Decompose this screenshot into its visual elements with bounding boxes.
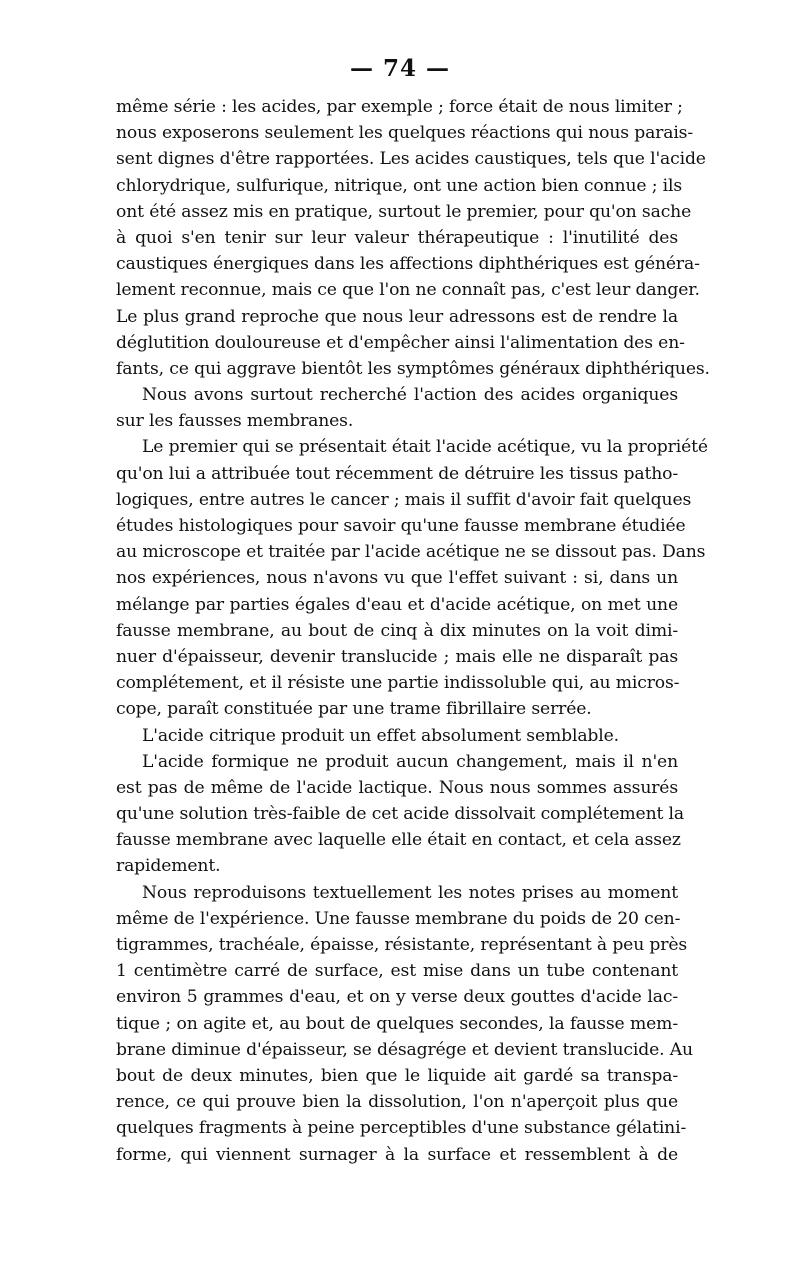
text-line: études histologiques pour savoir qu'une fausse membrane étudiée xyxy=(116,516,686,536)
text-line: fants, ce qui aggrave bientôt les symptômes généraux diphthériques. xyxy=(116,358,710,379)
text-line: complétement, et il résiste une partie indissoluble qui, au micros- xyxy=(116,673,680,694)
text-line: qu'on lui a attribuée tout récemment de détruire les tissus patho- xyxy=(116,463,678,484)
text-line: à quoi s'en tenir sur leur valeur thérapeutique : l'inutilité des xyxy=(116,227,678,248)
text-line: Le premier qui se présentait était l'acide acétique, vu la propriété xyxy=(142,437,708,458)
text-line: déglutition douloureuse et d'empêcher ainsi l'alimentation des en- xyxy=(116,332,685,353)
text-line: même de l'expérience. Une fausse membrane du poids de 20 cen- xyxy=(116,908,681,929)
text-line: est pas de même de l'acide lactique. Nous nous sommes assurés xyxy=(116,777,678,798)
text-line: L'acide citrique produit un effet absolument semblable. xyxy=(142,725,619,746)
text-line: même série : les acides, par exemple ; force était de nous limiter ; xyxy=(116,97,683,117)
text-line: qu'une solution très-faible de cet acide dissolvait complétement la xyxy=(116,804,684,825)
text-line: tique ; on agite et, au bout de quelques secondes, la fausse mem- xyxy=(116,1013,678,1034)
text-line: mélange par parties égales d'eau et d'acide acétique, on met une xyxy=(116,594,678,615)
text-line: logiques, entre autres le cancer ; mais il suffit d'avoir fait quelques xyxy=(116,489,692,510)
text-line: fausse membrane avec laquelle elle était en contact, et cela assez xyxy=(116,830,681,851)
text-line: bout de deux minutes, bien que le liquide ait gardé sa transpa- xyxy=(116,1065,678,1086)
text-line: brane diminue d'épaisseur, se désagrége et devient translucide. Au xyxy=(116,1039,693,1060)
text-line: sur les fausses membranes. xyxy=(116,411,354,432)
page-number: — 74 — xyxy=(349,55,451,82)
text-line: fausse membrane, au bout de cinq à dix minutes on la voit dimi- xyxy=(116,620,678,641)
text-line: rence, ce qui prouve bien la dissolution, l'on n'aperçoit plus que xyxy=(116,1092,678,1113)
body-text xyxy=(116,94,710,1168)
text-line: chlorydrique, sulfurique, nitrique, ont une action bien connue ; ils xyxy=(116,175,683,196)
text-line: 1 centimètre carré de surface, est mise dans un tube contenant xyxy=(116,961,678,982)
text-line: Le plus grand reproche que nous leur adressons est de rendre la xyxy=(116,306,678,327)
text-line: lement reconnue, mais ce que l'on ne connaît pas, c'est leur danger. xyxy=(116,280,700,301)
text-line: cope, paraît constituée par une trame fibrillaire serrée. xyxy=(116,699,592,720)
text-line: au microscope et traitée par l'acide acétique ne se dissout pas. Dans xyxy=(116,542,706,563)
text-line: environ 5 grammes d'eau, et on y verse deux gouttes d'acide lac- xyxy=(116,987,678,1008)
text-line: caustiques énergiques dans les affections diphthériques est généra- xyxy=(116,254,700,275)
text-line: forme, qui viennent surnager à la surface et ressemblent à de xyxy=(116,1144,678,1165)
text-line: ont été assez mis en pratique, surtout le premier, pour qu'on sache xyxy=(116,201,692,222)
text-line: L'acide formique ne produit aucun changement, mais il n'en xyxy=(142,751,678,772)
text-line: Nous reproduisons textuellement les notes prises au moment xyxy=(142,882,678,903)
text-line: tigrammes, trachéale, épaisse, résistante, représentant à peu près xyxy=(116,935,688,955)
text-line: rapidement. xyxy=(116,856,221,877)
text-line: nos expériences, nous n'avons vu que l'effet suivant : si, dans un xyxy=(116,568,678,589)
text-line: nous exposerons seulement les quelques réactions qui nous parais- xyxy=(116,123,694,144)
text-line: Nous avons surtout recherché l'action des acides organiques xyxy=(142,385,678,406)
text-line: sent dignes d'être rapportées. Les acides caustiques, tels que l'acide xyxy=(116,149,706,170)
text-line: quelques fragments à peine perceptibles d'une substance gélatini- xyxy=(116,1118,687,1139)
text-line: nuer d'épaisseur, devenir translucide ; mais elle ne disparaît pas xyxy=(116,646,678,667)
